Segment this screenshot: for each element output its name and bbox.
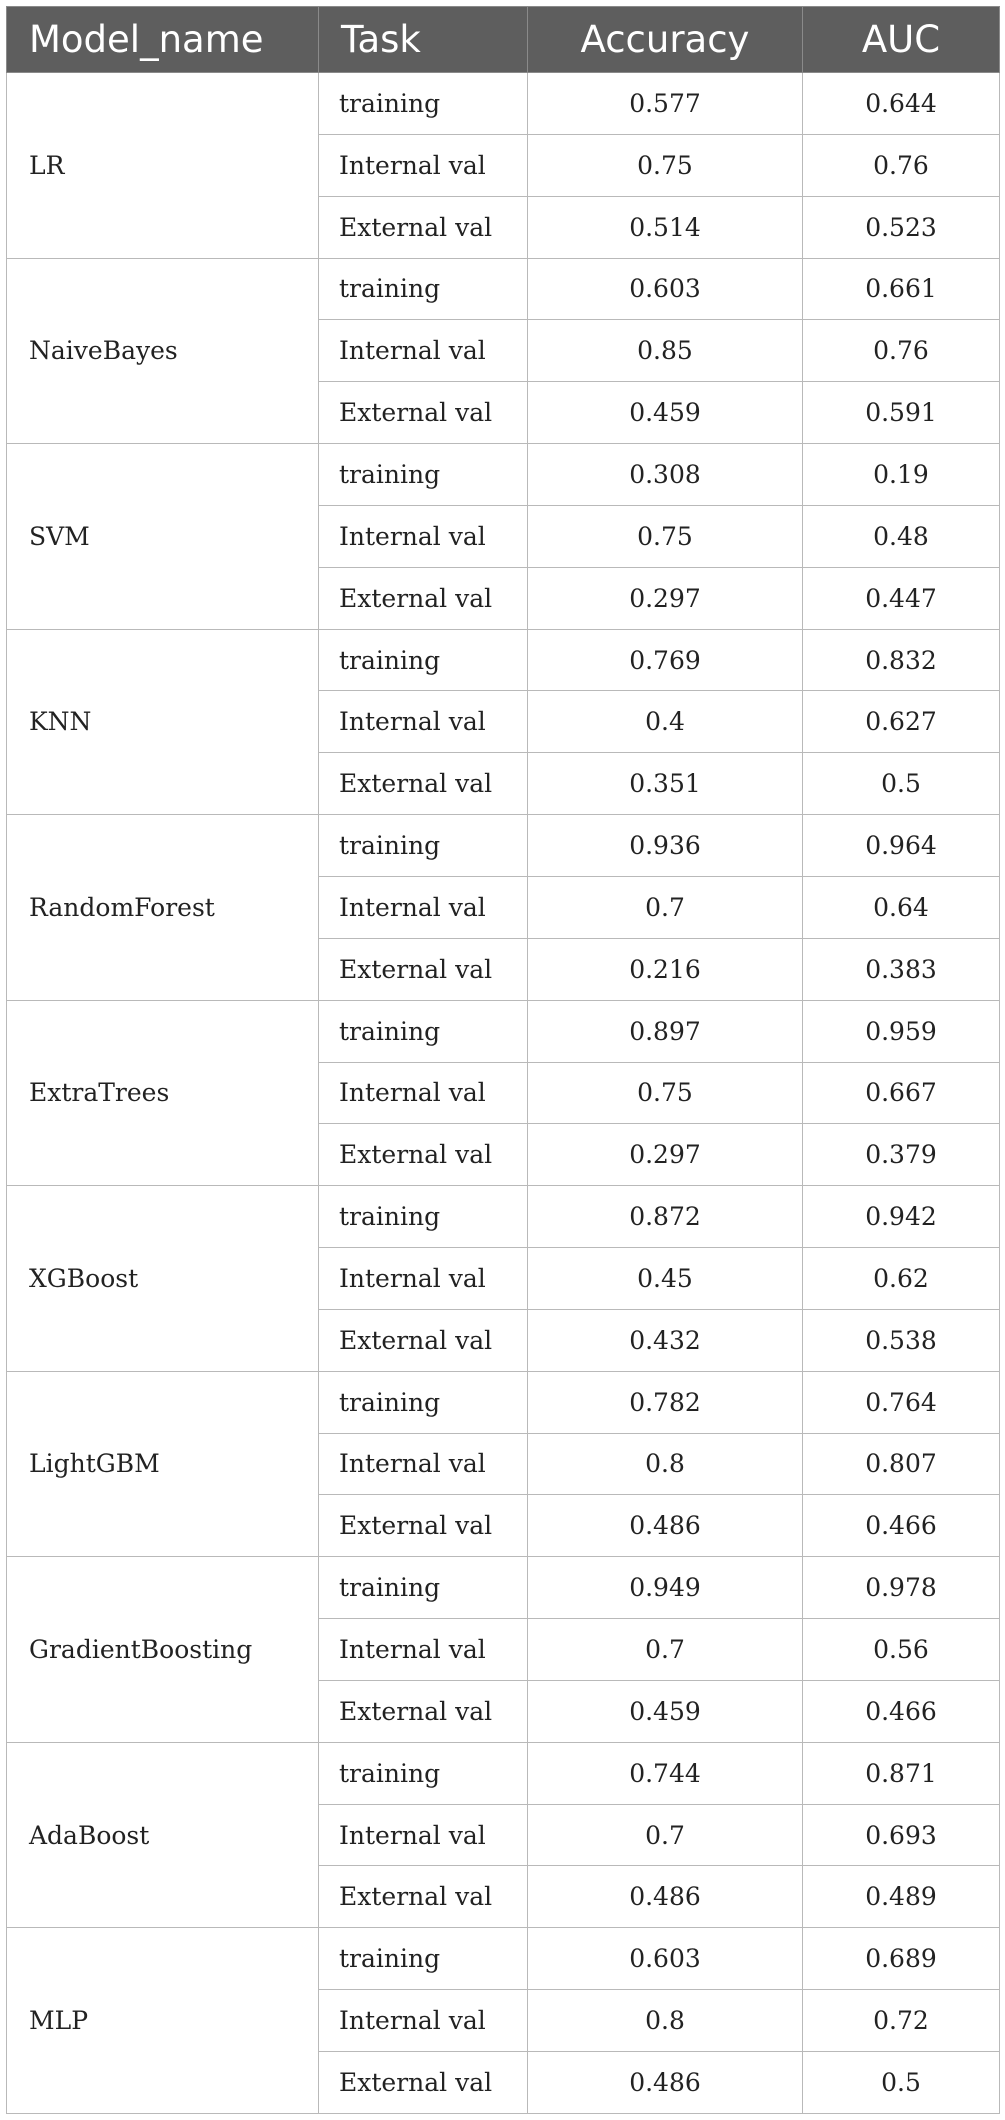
model-name-cell: MLP	[7, 1928, 319, 2114]
accuracy-cell: 0.459	[528, 382, 803, 444]
table-row	[7, 1371, 1000, 1433]
auc-cell: 0.667	[803, 1062, 1000, 1124]
auc-cell: 0.689	[803, 1928, 1000, 1990]
auc-cell: 0.64	[803, 876, 1000, 938]
table-header	[7, 7, 1000, 73]
task-cell: training	[319, 258, 528, 320]
accuracy-cell: 0.577	[528, 73, 803, 135]
task-cell: Internal val	[319, 134, 528, 196]
column-header-accuracy: Accuracy	[528, 7, 803, 73]
table-body	[7, 73, 1000, 2114]
model-name-cell: XGBoost	[7, 1186, 319, 1372]
task-cell: Internal val	[319, 320, 528, 382]
task-cell: External val	[319, 567, 528, 629]
model-name-cell: LightGBM	[7, 1371, 319, 1557]
auc-cell: 0.62	[803, 1248, 1000, 1310]
column-header-model-name: Model_name	[7, 7, 319, 73]
accuracy-cell: 0.351	[528, 753, 803, 815]
auc-cell: 0.693	[803, 1804, 1000, 1866]
auc-cell: 0.871	[803, 1742, 1000, 1804]
model-name-cell: AdaBoost	[7, 1742, 319, 1928]
table-row	[7, 815, 1000, 877]
accuracy-cell: 0.75	[528, 1062, 803, 1124]
auc-cell: 0.466	[803, 1680, 1000, 1742]
auc-cell: 0.644	[803, 73, 1000, 135]
task-cell: training	[319, 1557, 528, 1619]
accuracy-cell: 0.603	[528, 1928, 803, 1990]
accuracy-cell: 0.8	[528, 1990, 803, 2052]
auc-cell: 0.591	[803, 382, 1000, 444]
task-cell: training	[319, 1371, 528, 1433]
accuracy-cell: 0.7	[528, 1619, 803, 1681]
task-cell: External val	[319, 196, 528, 258]
auc-cell: 0.489	[803, 1866, 1000, 1928]
task-cell: training	[319, 73, 528, 135]
task-cell: External val	[319, 1866, 528, 1928]
auc-cell: 0.447	[803, 567, 1000, 629]
task-cell: External val	[319, 1309, 528, 1371]
accuracy-cell: 0.744	[528, 1742, 803, 1804]
accuracy-cell: 0.949	[528, 1557, 803, 1619]
auc-cell: 0.76	[803, 320, 1000, 382]
accuracy-cell: 0.872	[528, 1186, 803, 1248]
model-name-cell: ExtraTrees	[7, 1000, 319, 1186]
accuracy-cell: 0.432	[528, 1309, 803, 1371]
results-table-container	[6, 6, 999, 2114]
accuracy-cell: 0.936	[528, 815, 803, 877]
accuracy-cell: 0.486	[528, 2052, 803, 2114]
task-cell: External val	[319, 382, 528, 444]
task-cell: Internal val	[319, 1248, 528, 1310]
column-header-auc: AUC	[803, 7, 1000, 73]
auc-cell: 0.959	[803, 1000, 1000, 1062]
accuracy-cell: 0.75	[528, 505, 803, 567]
accuracy-cell: 0.7	[528, 876, 803, 938]
accuracy-cell: 0.45	[528, 1248, 803, 1310]
auc-cell: 0.56	[803, 1619, 1000, 1681]
task-cell: External val	[319, 1680, 528, 1742]
auc-cell: 0.76	[803, 134, 1000, 196]
table-row	[7, 1928, 1000, 1990]
accuracy-cell: 0.297	[528, 1124, 803, 1186]
auc-cell: 0.5	[803, 753, 1000, 815]
accuracy-cell: 0.486	[528, 1495, 803, 1557]
auc-cell: 0.807	[803, 1433, 1000, 1495]
auc-cell: 0.48	[803, 505, 1000, 567]
model-name-cell: KNN	[7, 629, 319, 815]
accuracy-cell: 0.514	[528, 196, 803, 258]
table-row	[7, 1742, 1000, 1804]
model-name-cell: SVM	[7, 444, 319, 630]
task-cell: Internal val	[319, 505, 528, 567]
accuracy-cell: 0.897	[528, 1000, 803, 1062]
auc-cell: 0.523	[803, 196, 1000, 258]
accuracy-cell: 0.782	[528, 1371, 803, 1433]
auc-cell: 0.661	[803, 258, 1000, 320]
auc-cell: 0.832	[803, 629, 1000, 691]
accuracy-cell: 0.603	[528, 258, 803, 320]
auc-cell: 0.19	[803, 444, 1000, 506]
task-cell: training	[319, 1742, 528, 1804]
task-cell: Internal val	[319, 876, 528, 938]
task-cell: Internal val	[319, 1433, 528, 1495]
accuracy-cell: 0.297	[528, 567, 803, 629]
table-row	[7, 73, 1000, 135]
model-name-cell: NaiveBayes	[7, 258, 319, 444]
table-row	[7, 258, 1000, 320]
accuracy-cell: 0.308	[528, 444, 803, 506]
task-cell: training	[319, 1000, 528, 1062]
accuracy-cell: 0.8	[528, 1433, 803, 1495]
accuracy-cell: 0.769	[528, 629, 803, 691]
task-cell: training	[319, 815, 528, 877]
auc-cell: 0.978	[803, 1557, 1000, 1619]
task-cell: training	[319, 1186, 528, 1248]
task-cell: External val	[319, 938, 528, 1000]
table-row	[7, 629, 1000, 691]
auc-cell: 0.466	[803, 1495, 1000, 1557]
task-cell: External val	[319, 2052, 528, 2114]
task-cell: External val	[319, 753, 528, 815]
table-row	[7, 1000, 1000, 1062]
auc-cell: 0.964	[803, 815, 1000, 877]
auc-cell: 0.5	[803, 2052, 1000, 2114]
accuracy-cell: 0.459	[528, 1680, 803, 1742]
accuracy-cell: 0.216	[528, 938, 803, 1000]
task-cell: Internal val	[319, 1804, 528, 1866]
task-cell: Internal val	[319, 1990, 528, 2052]
accuracy-cell: 0.486	[528, 1866, 803, 1928]
task-cell: training	[319, 1928, 528, 1990]
table-row	[7, 1557, 1000, 1619]
table-row	[7, 444, 1000, 506]
accuracy-cell: 0.75	[528, 134, 803, 196]
task-cell: Internal val	[319, 691, 528, 753]
column-header-task: Task	[319, 7, 528, 73]
auc-cell: 0.72	[803, 1990, 1000, 2052]
model-name-cell: GradientBoosting	[7, 1557, 319, 1743]
accuracy-cell: 0.7	[528, 1804, 803, 1866]
task-cell: Internal val	[319, 1062, 528, 1124]
table-row	[7, 1186, 1000, 1248]
task-cell: Internal val	[319, 1619, 528, 1681]
accuracy-cell: 0.4	[528, 691, 803, 753]
auc-cell: 0.942	[803, 1186, 1000, 1248]
task-cell: training	[319, 629, 528, 691]
model-name-cell: LR	[7, 73, 319, 259]
accuracy-cell: 0.85	[528, 320, 803, 382]
task-cell: training	[319, 444, 528, 506]
auc-cell: 0.538	[803, 1309, 1000, 1371]
auc-cell: 0.764	[803, 1371, 1000, 1433]
auc-cell: 0.627	[803, 691, 1000, 753]
model-results-table	[6, 6, 1000, 2114]
task-cell: External val	[319, 1495, 528, 1557]
model-name-cell: RandomForest	[7, 815, 319, 1001]
auc-cell: 0.383	[803, 938, 1000, 1000]
header-row	[7, 7, 1000, 73]
auc-cell: 0.379	[803, 1124, 1000, 1186]
task-cell: External val	[319, 1124, 528, 1186]
